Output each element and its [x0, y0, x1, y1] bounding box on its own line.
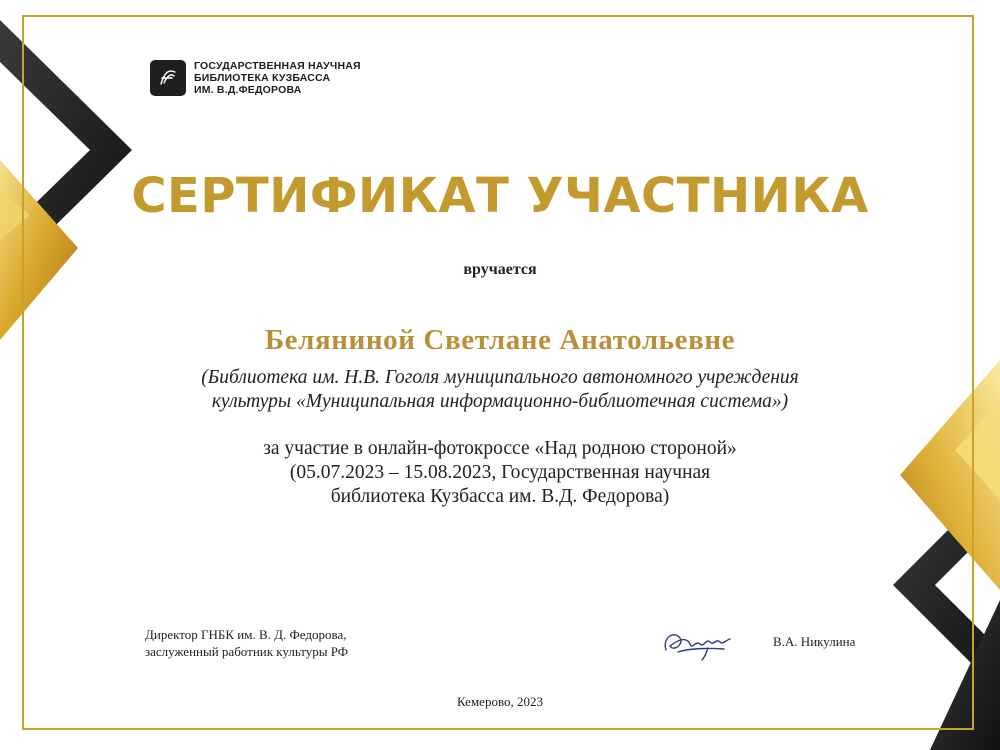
awarded-label: вручается [463, 261, 537, 278]
recipient-name: Беляниной Светлане Анатольевне [264, 324, 736, 356]
handwritten-signature [660, 622, 735, 662]
organization-line: культуры «Муниципальная информационно-библиотечная система») [211, 391, 789, 412]
award-reason [0, 437, 1000, 509]
reason-line: библиотека Кузбасса им. В.Д. Федорова) [330, 486, 670, 507]
organization-line: (Библиотека им. Н.В. Гоголя муниципального автономного учреждения [201, 367, 799, 388]
recipient-organization [0, 366, 1000, 414]
signatory-name: В.А. Никулина [773, 634, 856, 649]
library-name-line: БИБЛИОТЕКА КУЗБАССА [194, 72, 331, 84]
library-emblem-icon [150, 60, 186, 96]
place-and-year: Кемерово, 2023 [457, 694, 543, 709]
reason-line: (05.07.2023 – 15.08.2023, Государственная научная [289, 462, 711, 483]
position-line: заслуженный работник культуры РФ [145, 644, 349, 659]
position-line: Директор ГНБК им. В. Д. Федорова, [145, 627, 347, 642]
library-name [194, 60, 361, 96]
signatory-position [145, 626, 348, 660]
library-name-line: ГОСУДАРСТВЕННАЯ НАУЧНАЯ [194, 60, 361, 72]
library-name-line: ИМ. В.Д.ФЕДОРОВА [194, 84, 302, 96]
library-logo [150, 60, 361, 96]
reason-line: за участие в онлайн-фотокроссе «Над родною стороной» [263, 438, 737, 459]
certificate-title: СЕРТИФИКАТ УЧАСТНИКА [131, 168, 869, 224]
